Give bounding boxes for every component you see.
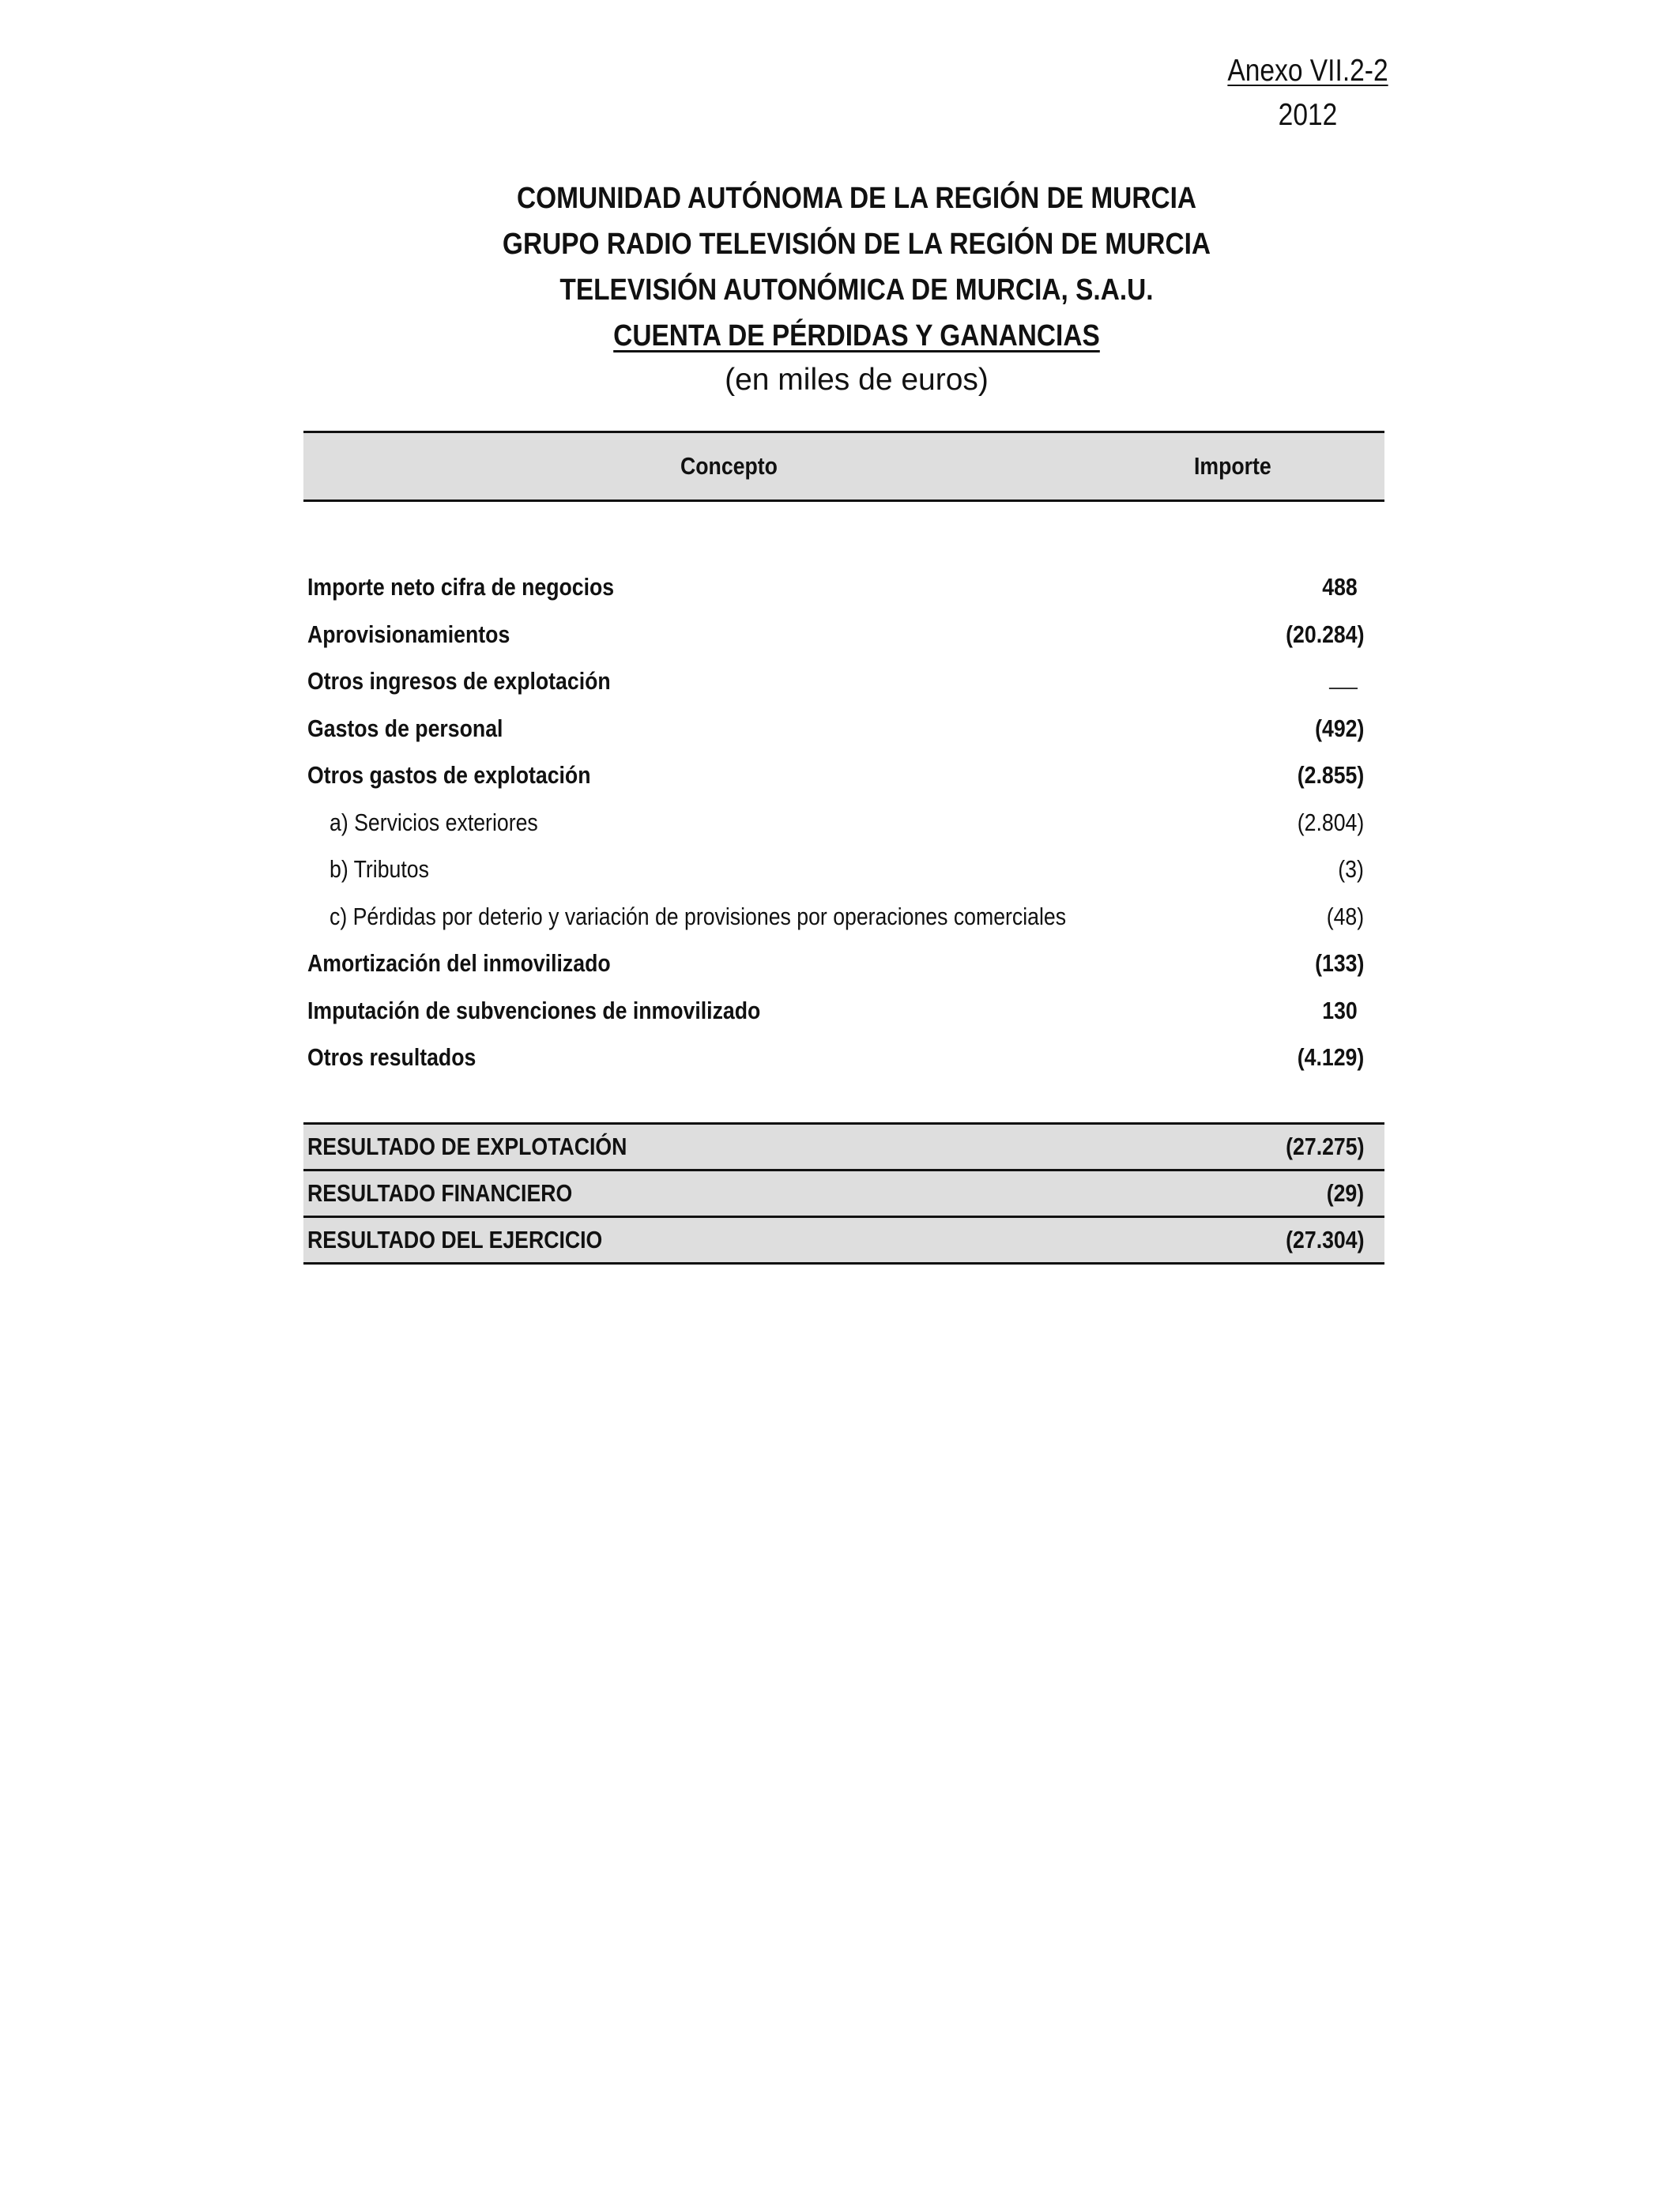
table-header: [303, 431, 1384, 502]
units-subtitle: (en miles de euros): [725, 363, 989, 397]
header-concept-label: Concepto: [680, 452, 778, 480]
row-concept: b) Tributos: [330, 855, 429, 883]
table-row: [303, 893, 1384, 941]
table-row: [303, 611, 1384, 658]
result-concept: RESULTADO DEL EJERCICIO: [307, 1226, 603, 1253]
row-concept: a) Servicios exteriores: [330, 808, 538, 836]
row-concept: Otros ingresos de explotación: [307, 667, 611, 695]
row-concept: Otros gastos de explotación: [307, 761, 591, 789]
table-row: [303, 1034, 1384, 1081]
row-amount: (133): [1314, 949, 1364, 977]
result-row-year: [303, 1218, 1384, 1265]
row-amount: (2.855): [1297, 761, 1364, 789]
table-row: [303, 799, 1384, 846]
result-row-financial: [303, 1171, 1384, 1218]
annex-year: 2012: [1278, 98, 1338, 132]
row-amount: (4.129): [1297, 1043, 1364, 1071]
table-row: [303, 564, 1384, 611]
annex-block: [1209, 49, 1407, 138]
row-concept: Otros resultados: [307, 1043, 477, 1071]
result-concept: RESULTADO FINANCIERO: [307, 1179, 573, 1207]
row-amount: (2.804): [1297, 808, 1364, 836]
row-concept: Amortización del inmovilizado: [307, 949, 611, 977]
row-concept: Importe neto cifra de negocios: [307, 573, 615, 601]
result-amount: (27.304): [1285, 1226, 1364, 1253]
row-concept: Aprovisionamientos: [307, 620, 510, 648]
row-concept: Imputación de subvenciones de inmovilizado: [307, 996, 761, 1024]
title-company: TELEVISIÓN AUTONÓMICA DE MURCIA, S.A.U.: [559, 273, 1154, 307]
title-region: COMUNIDAD AUTÓNOMA DE LA REGIÓN DE MURCIA: [516, 182, 1197, 215]
row-amount-empty: [1329, 667, 1358, 696]
document-titles: [303, 175, 1410, 401]
header-amount-label: Importe: [1194, 452, 1271, 480]
row-amount: 130: [1322, 996, 1358, 1024]
result-amount: (29): [1326, 1179, 1364, 1207]
row-amount: (492): [1314, 714, 1364, 742]
table-row: [303, 940, 1384, 987]
row-concept: Gastos de personal: [307, 714, 503, 742]
header-amount: [1154, 433, 1312, 499]
result-concept: RESULTADO DE EXPLOTACIÓN: [307, 1133, 627, 1160]
row-amount: (48): [1326, 902, 1364, 930]
row-amount: (20.284): [1285, 620, 1364, 648]
table-row: [303, 705, 1384, 752]
statement-rows: [303, 564, 1384, 1081]
results-block: [303, 1122, 1384, 1265]
annex-label: Anexo VII.2-2: [1227, 54, 1388, 88]
row-concept: c) Pérdidas por deterio y variación de provisiones por operaciones comerciales: [330, 902, 1067, 930]
header-concept: [303, 433, 1154, 499]
title-group: GRUPO RADIO TELEVISIÓN DE LA REGIÓN DE MURCIA: [502, 228, 1211, 261]
table-row: [303, 658, 1384, 705]
result-amount: (27.275): [1285, 1133, 1364, 1160]
result-row-operating: [303, 1125, 1384, 1171]
table-row: [303, 987, 1384, 1035]
empty-value-dash: [1329, 669, 1358, 689]
row-amount: (3): [1338, 855, 1364, 883]
table-row: [303, 752, 1384, 799]
title-statement: [370, 313, 1343, 359]
table-row: [303, 846, 1384, 893]
title-statement-text: CUENTA DE PÉRDIDAS Y GANANCIAS: [613, 319, 1100, 352]
row-amount: 488: [1322, 573, 1358, 601]
